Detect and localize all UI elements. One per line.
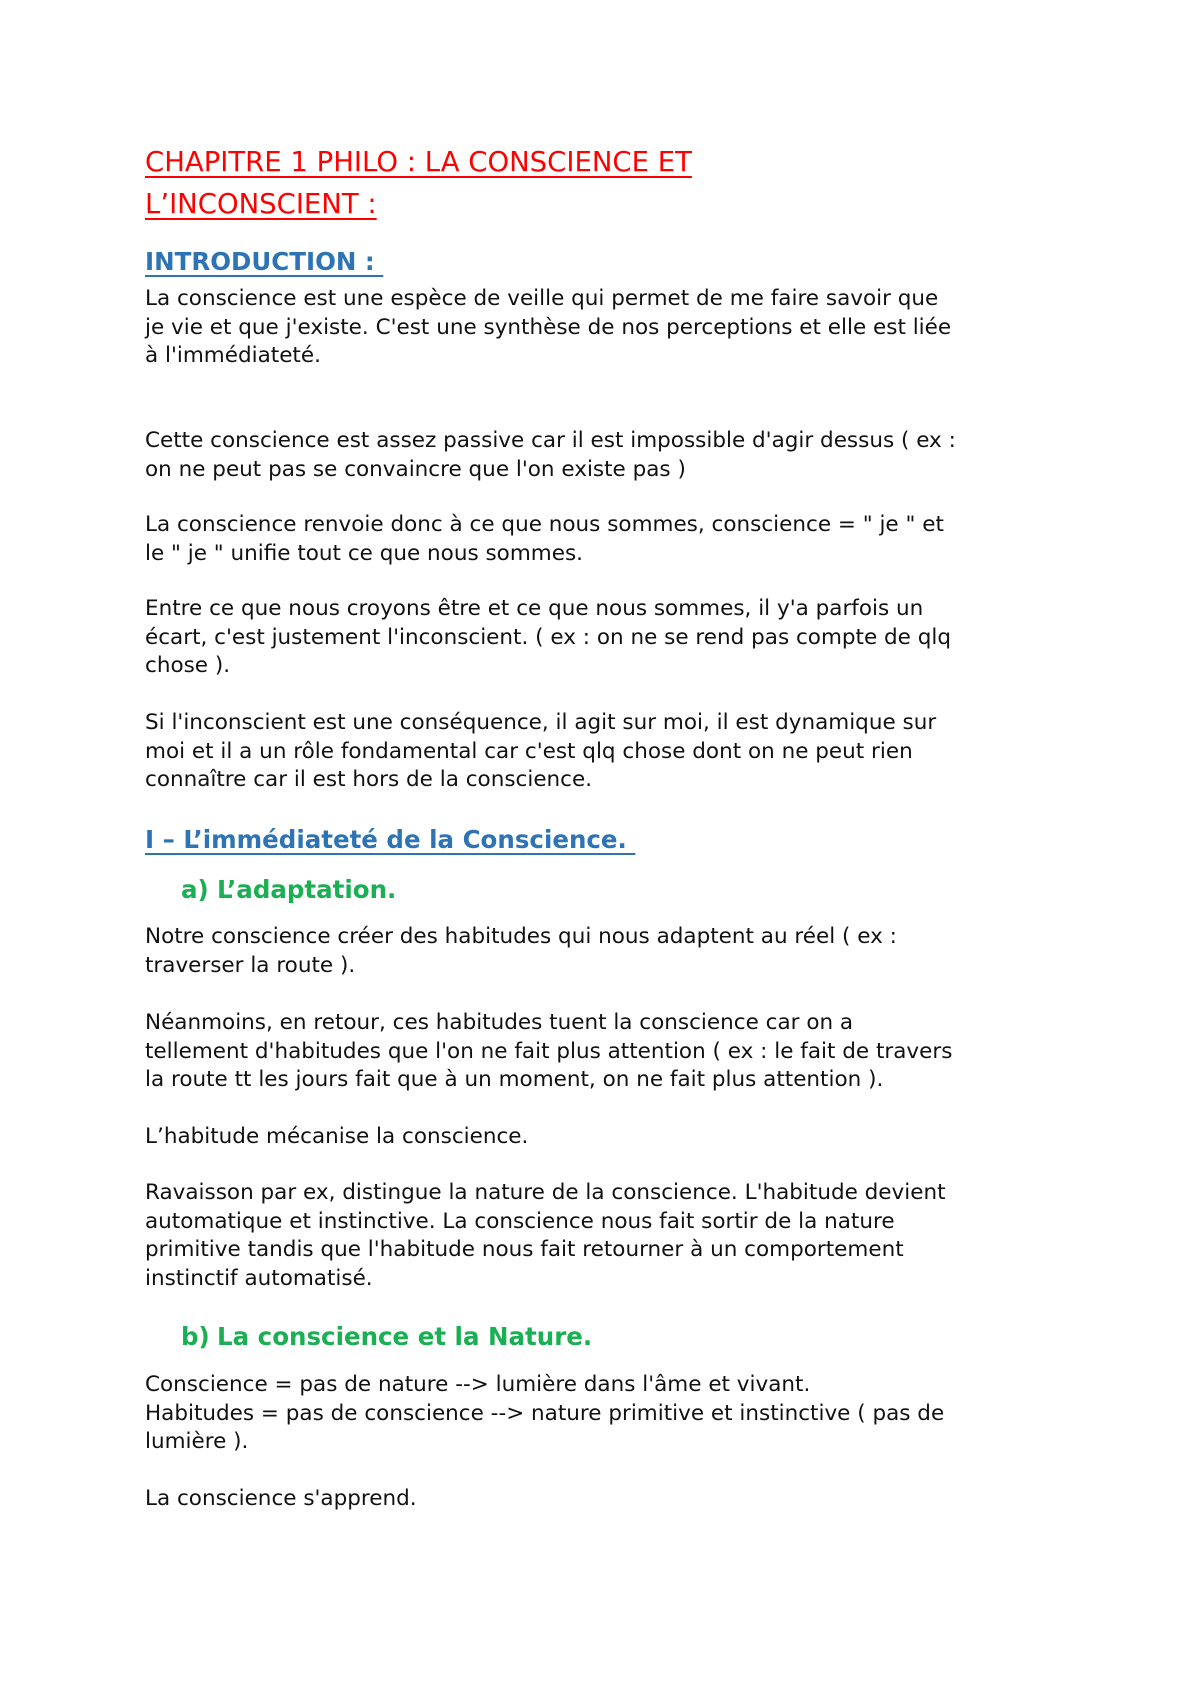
adaptation-paragraph-4 [145,1179,1085,1293]
nature-paragraph-1 [145,1371,1085,1457]
text-line: Cette conscience est assez passive car il est impossible d'agir dessus ( ex : [145,428,956,453]
subsection-b-heading [181,1322,592,1352]
text-line: traverser la route ). [145,952,356,978]
subsection-a-title: L’adaptation. [217,875,397,904]
adaptation-paragraph-3 [145,1123,1085,1152]
text-line: on ne peut pas se convaincre que l'on existe pas ) [145,456,686,482]
text-line: connaître car il est hors de la conscience. [145,767,593,792]
chapter-title-line-1: CHAPITRE 1 PHILO : LA CONSCIENCE ET [145,146,692,178]
intro-paragraph-5 [145,709,1085,795]
text-line: primitive tandis que l'habitude nous fait retourner à un comportement [145,1237,904,1262]
text-line: à l'immédiateté. [145,343,321,368]
adaptation-paragraph-1 [145,923,1085,980]
text-line: La conscience s'apprend. [145,1486,417,1511]
intro-paragraph-1 [145,285,1085,371]
subsection-b-label: b) [181,1322,210,1351]
intro-paragraph-3 [145,511,1085,568]
subsection-a-label: a) [181,875,209,904]
chapter-title-line-2: L’INCONSCIENT : [145,188,377,220]
text-line: tellement d'habitudes que l'on ne fait plus attention ( ex : le fait de travers [145,1038,953,1064]
adaptation-paragraph-2 [145,1009,1085,1095]
text-line: Entre ce que nous croyons être et ce que nous sommes, il y'a parfois un [145,596,924,621]
text-line: le " je " unifie tout ce que nous sommes. [145,540,583,566]
introduction-heading: INTRODUCTION : [145,247,384,276]
text-line: instinctif automatisé. [145,1265,373,1291]
chapter-title [145,141,692,225]
text-line: chose ). [145,653,231,678]
text-line: Notre conscience créer des habitudes qui nous adaptent au réel ( ex : [145,924,897,949]
text-line: L’habitude mécanise la conscience. [145,1124,529,1149]
intro-paragraph-2 [145,427,1085,484]
text-line: Néanmoins, en retour, ces habitudes tuent la conscience car on a [145,1010,854,1035]
text-line: Si l'inconscient est une conséquence, il agit sur moi, il est dynamique sur [145,710,937,735]
text-line: Habitudes = pas de conscience --> nature primitive et instinctive ( pas de [145,1400,945,1426]
text-line: lumière ). [145,1429,249,1454]
text-line: la route tt les jours fait que à un moment, on ne fait plus attention ). [145,1067,884,1092]
nature-paragraph-2 [145,1485,1085,1514]
subsection-a-heading [181,875,396,905]
text-line: automatique et instinctive. La conscience nous fait sortir de la nature [145,1208,895,1234]
text-line: écart, c'est justement l'inconscient. ( ex : on ne se rend pas compte de qlq [145,624,952,650]
text-line: La conscience renvoie donc à ce que nous sommes, conscience = " je " et [145,512,944,537]
text-line: Ravaisson par ex, distingue la nature de la conscience. L'habitude devient [145,1180,946,1205]
text-line: Conscience = pas de nature --> lumière dans l'âme et vivant. [145,1372,811,1397]
text-line: La conscience est une espèce de veille qui permet de me faire savoir que [145,286,939,311]
text-line: moi et il a un rôle fondamental car c'est qlq chose dont on ne peut rien [145,738,913,764]
section-1-heading: I – L’immédiateté de la Conscience. [145,825,636,854]
intro-paragraph-4 [145,595,1085,681]
subsection-b-title: La conscience et la Nature. [217,1322,593,1351]
text-line: je vie et que j'existe. C'est une synthèse de nos perceptions et elle est liée [145,314,952,340]
